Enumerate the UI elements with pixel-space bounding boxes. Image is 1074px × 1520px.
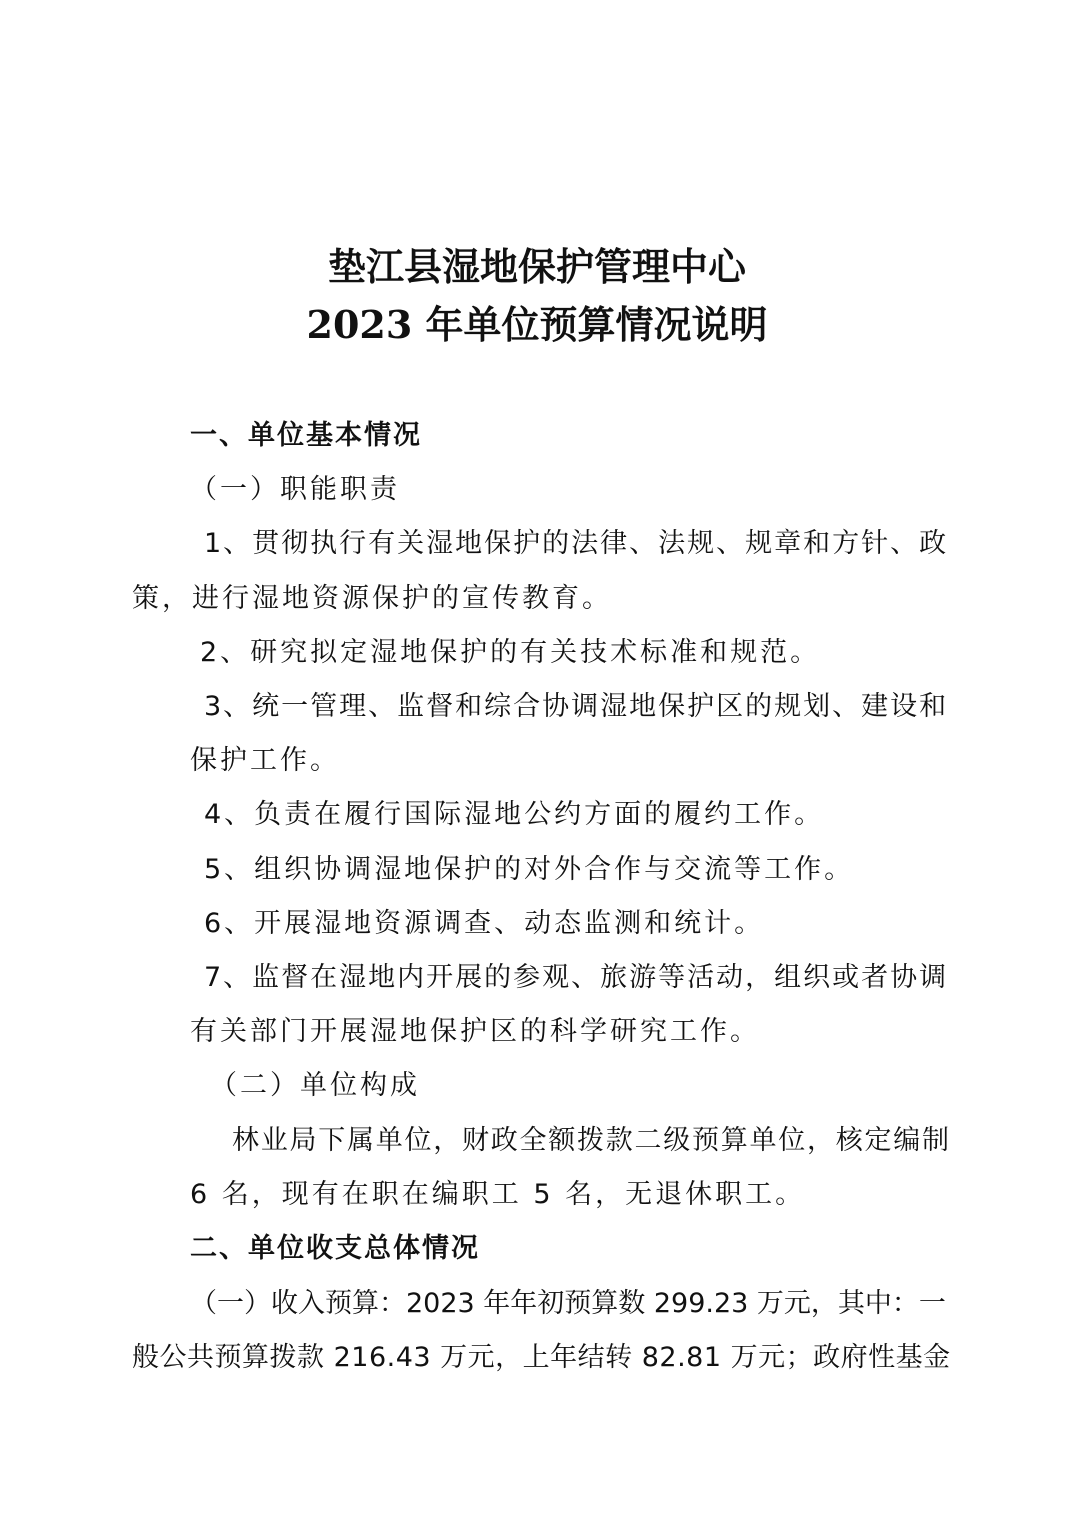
duty7-line2: 有关部门开展湿地保护区的科学研究工作。 — [190, 1016, 760, 1047]
sub2-heading: （二）单位构成 — [210, 1070, 420, 1101]
income-line1: （一）收入预算：2023 年年初预算数 299.23 万元，其中：一 — [190, 1288, 946, 1319]
duty1-line1: 1、贯彻执行有关湿地保护的法律、法规、规章和方针、政 — [204, 528, 949, 559]
section1-heading: 一、单位基本情况 — [190, 420, 422, 451]
duty2: 2、研究拟定湿地保护的有关技术标准和规范。 — [200, 637, 821, 668]
duty4: 4、负责在履行国际湿地公约方面的履约工作。 — [204, 799, 825, 830]
document-title-line1: 垫江县湿地保护管理中心 — [327, 244, 746, 289]
duty6: 6、开展湿地资源调查、动态监测和统计。 — [204, 908, 765, 939]
section2-heading: 二、单位收支总体情况 — [190, 1233, 480, 1264]
income-line2: 般公共预算拨款 216.43 万元，上年结转 82.81 万元；政府性基金 — [132, 1342, 951, 1373]
duty3-line2: 保护工作。 — [190, 745, 340, 776]
document-title-line2: 2023 年单位预算情况说明 — [306, 302, 768, 347]
duty5: 5、组织协调湿地保护的对外合作与交流等工作。 — [204, 854, 855, 885]
sub1-heading: （一）职能职责 — [190, 474, 400, 505]
duty7-line1: 7、监督在湿地内开展的参观、旅游等活动，组织或者协调 — [204, 962, 949, 993]
composition-line1: 林业局下属单位，财政全额拨款二级预算单位，核定编制 — [232, 1125, 951, 1156]
duty1-line2: 策，进行湿地资源保护的宣传教育。 — [132, 583, 612, 614]
composition-line2: 6 名，现有在职在编职工 5 名，无退休职工。 — [190, 1179, 806, 1210]
duty3-line1: 3、统一管理、监督和综合协调湿地保护区的规划、建设和 — [204, 691, 949, 722]
